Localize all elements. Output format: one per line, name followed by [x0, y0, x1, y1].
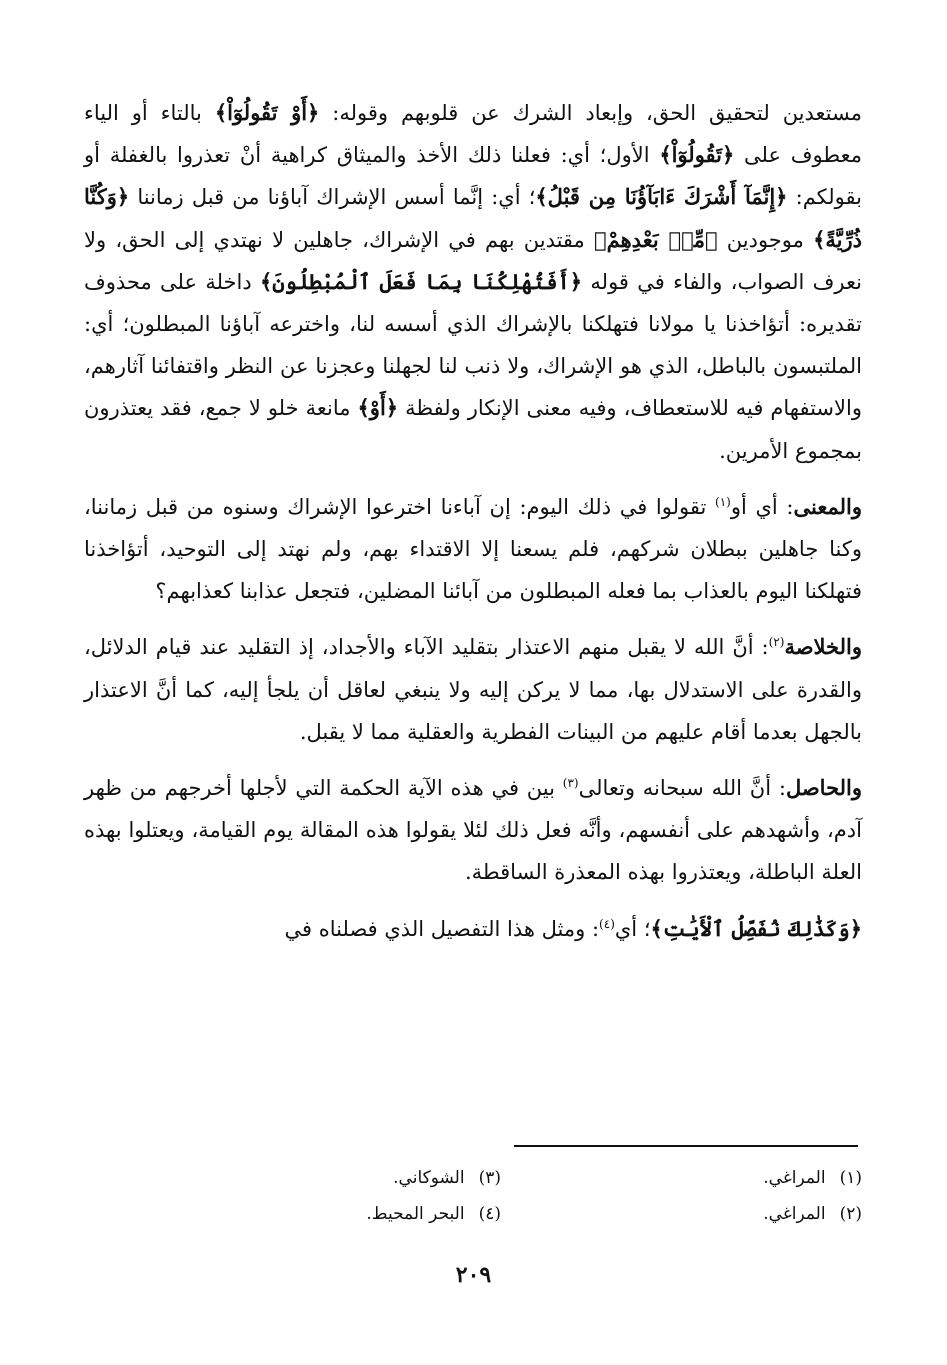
footnotes — [140, 1160, 862, 1232]
lead-word: والخلاصة — [784, 634, 862, 660]
quran-quote: ﴿وَكُنَّا ذُرِّيَّةً﴾ — [84, 184, 862, 252]
footnote-text: المراغي. — [763, 1168, 826, 1188]
text-segment: موجودين — [717, 227, 814, 252]
text-segment: مقتدين بهم في الإشراك، جاهلين لا نهتدي إلى الحق، ولا نعرف الصواب، والفاء في قوله — [84, 227, 862, 294]
text-segment: : ومثل هذا التفصيل الذي فصلناه في — [284, 916, 600, 941]
footnote-number: (٢) — [839, 1204, 862, 1224]
footnote-item — [140, 1160, 501, 1196]
footnote-text: البحر المحيط. — [366, 1204, 465, 1224]
text-segment: ؛ أي: إنَّما أسس الإشراك آباؤنا من قبل زماننا — [129, 185, 536, 210]
footnote-ref: (١) — [715, 494, 731, 509]
footnote-text: المراغي. — [763, 1204, 826, 1224]
quran-quote: ﴿أَوْ تَقُولُوٓاْ﴾ — [214, 100, 320, 125]
page-number: ٢٠٩ — [455, 1262, 492, 1288]
footnote-ref: (٢) — [768, 635, 785, 650]
paragraph — [84, 908, 862, 950]
quran-quote: ﴿مِّنۢ بَعْدِهِمْ﴾ — [594, 226, 718, 252]
footnote-number: (٣) — [478, 1168, 501, 1188]
footnote-number: (١) — [839, 1168, 862, 1188]
text-segment: : أنَّ الله سبحانه وتعالى — [578, 776, 786, 801]
text-segment: بين في هذه الآية الحكمة التي لأجلها أخرجهم من ظهر آدم، وأشهدهم على أنفسهم، وأنَّه فعل ذلك لئلا يقولوا هذه المقالة يوم القيامة، ويعتلوا بهذه العلة الباطلة، ويعتذروا بهذه المعذرة الساقطة. — [84, 776, 862, 885]
paragraph — [84, 626, 862, 753]
paragraph — [84, 486, 862, 613]
footnote-item — [501, 1196, 862, 1232]
text-segment: : أنَّ الله لا يقبل منهم الاعتذار بتقليد الآباء والأجداد، إذ التقليد عند قيام الدلائل، والقدرة على الاستدلال بها، مما لا يركن إليه ولا ينبغي لعاقل أن يلجأ إليه، كما أنَّ الاعتذار بالجهل بعدما أقام عليهم من البينات الفطرية والعقلية مما لا يقبل. — [84, 635, 862, 744]
lead-word: والحاصل — [785, 775, 863, 801]
text-segment: بالتاء أو الياء معطوف على — [84, 101, 862, 168]
footnote-ref: (٤) — [599, 916, 615, 931]
text-segment: ؛ أي — [614, 916, 651, 941]
text-segment: مستعدين لتحقيق الحق، وإبعاد الشرك عن قلوبهم وقوله: — [319, 101, 862, 125]
paragraph — [84, 767, 862, 894]
text-segment: : أي أو — [730, 494, 794, 519]
text-segment: الأول؛ أي: فعلنا ذلك الأخذ والميثاق كراهية أنْ تعذروا بالغفلة أو بقولكم: — [84, 143, 862, 210]
quran-quote: ﴿أَفَتُهْلِكُنَا بِمَا فَعَلَ ٱلْمُبْطِلُونَ﴾ — [260, 268, 583, 294]
paragraph — [84, 92, 862, 472]
text-segment: داخلة على محذوف تقديره: أتؤاخذنا يا مولانا فتهلكنا بالإشراك الذي أسسه لنا، واخترعه آباؤنا المبطلون؛ أي: الملتبسون بالباطل، الذي هو الإشراك، ولا ذنب لنا لجهلنا وعجزنا عن النظر واقتفائنا آثارهم، والاستفهام فيه للاستعطاف، وفيه معنى الإنكار ولفظة — [84, 269, 862, 421]
text-segment: تقولوا في ذلك اليوم: إن آباءنا اخترعوا الإشراك وسنوه من قبل زماننا، وكنا جاهلين ببطلان شركهم، فلم يسعنا إلا الاقتداء بهم، ولم نهتد إلى التوحيد، أتؤاخذنا فتهلكنا اليوم بالعذاب بما فعله المبطلون من آبائنا المضلين، فتجعل عذابنا كعذابهم؟ — [84, 494, 862, 604]
footnote-item — [501, 1160, 862, 1196]
footnote-item — [140, 1196, 501, 1232]
main-text — [84, 92, 862, 950]
footnote-separator — [514, 1145, 858, 1147]
footnote-ref: (٣) — [562, 776, 579, 791]
quran-quote: ﴿أَوْ﴾ — [357, 395, 399, 421]
text-segment: مانعة خلو لا جمع، فقد يعتذرون بمجموع الأمرين. — [84, 396, 862, 463]
footnote-text: الشوكاني. — [393, 1168, 465, 1188]
lead-word: والمعنى — [793, 493, 862, 519]
quran-quote: ﴿وَكَذَٰلِكَ نُفَصِّلُ ٱلْأَيَٰتِ﴾ — [650, 915, 862, 941]
quran-quote: ﴿تَقُولُوٓاْ﴾ — [659, 142, 735, 168]
quran-quote: ﴿إِنَّمَآ أَشْرَكَ ءَابَآؤُنَا مِن قَبْلُ﴾ — [535, 184, 788, 210]
footnote-number: (٤) — [478, 1204, 501, 1224]
